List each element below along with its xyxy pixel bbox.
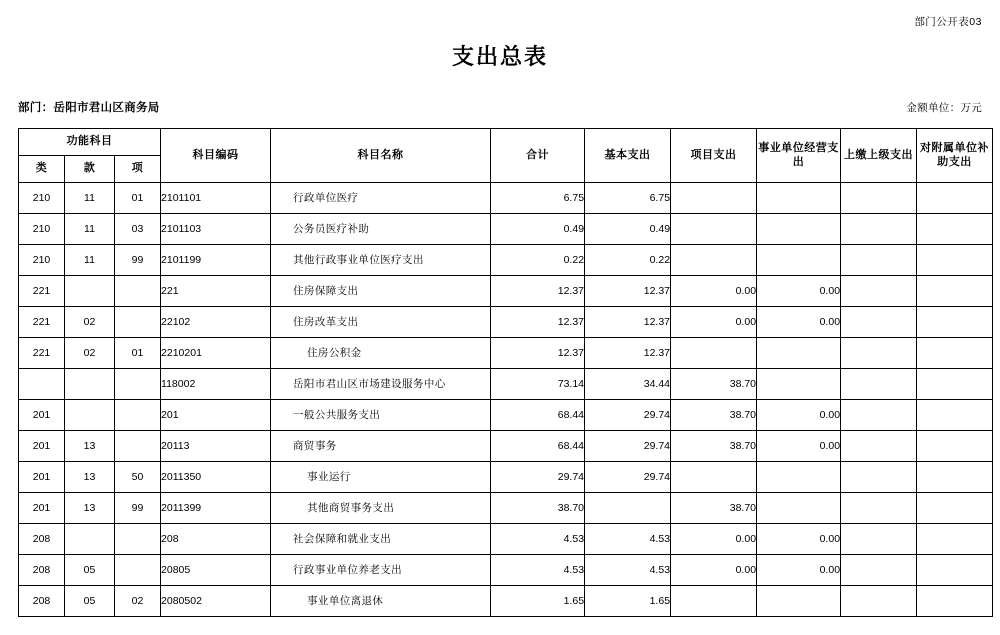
cell-business: 0.00 [757,400,841,431]
cell-basic: 34.44 [585,369,671,400]
cell-business [757,462,841,493]
cell-kuan: 02 [65,307,115,338]
cell-xiang: 99 [115,245,161,276]
cell-basic: 0.22 [585,245,671,276]
cell-upper [841,183,917,214]
cell-total: 68.44 [491,431,585,462]
cell-business [757,369,841,400]
header-subject-code: 科目编码 [161,129,271,183]
cell-subsidy [917,369,993,400]
cell-project: 38.70 [671,369,757,400]
cell-subsidy [917,493,993,524]
cell-project [671,183,757,214]
table-row [19,369,993,400]
cell-basic [585,493,671,524]
cell-kuan [65,400,115,431]
amount-unit-label: 金额单位：万元 [906,102,982,114]
cell-basic: 12.37 [585,338,671,369]
cell-subject-code: 221 [161,276,271,307]
cell-lei: 201 [19,493,65,524]
cell-business: 0.00 [757,524,841,555]
cell-basic: 29.74 [585,400,671,431]
cell-subject-code: 2101199 [161,245,271,276]
cell-upper [841,431,917,462]
cell-business [757,183,841,214]
header-project-expenditure: 项目支出 [671,129,757,183]
table-row [19,493,993,524]
cell-project [671,245,757,276]
cell-subject-code: 22102 [161,307,271,338]
header-business-expenditure: 事业单位经营支出 [757,129,841,183]
cell-basic: 6.75 [585,183,671,214]
cell-subject-name: 社会保障和就业支出 [271,524,491,555]
table-head [19,129,993,183]
cell-upper [841,369,917,400]
cell-subsidy [917,400,993,431]
header-lei: 类 [19,156,65,183]
header-kuan: 款 [65,156,115,183]
cell-subject-name: 公务员医疗补助 [271,214,491,245]
cell-total: 73.14 [491,369,585,400]
cell-subject-name: 行政单位医疗 [271,183,491,214]
cell-subject-code: 2080502 [161,586,271,617]
cell-upper [841,307,917,338]
cell-subject-name: 住房保障支出 [271,276,491,307]
cell-project: 0.00 [671,524,757,555]
cell-xiang [115,400,161,431]
cell-subject-code: 208 [161,524,271,555]
header-basic-expenditure: 基本支出 [585,129,671,183]
cell-subsidy [917,276,993,307]
table-row [19,183,993,214]
table-row [19,524,993,555]
table-row [19,214,993,245]
cell-upper [841,338,917,369]
cell-project: 0.00 [671,307,757,338]
table-row [19,245,993,276]
cell-xiang: 99 [115,493,161,524]
cell-lei [19,369,65,400]
cell-total: 12.37 [491,307,585,338]
cell-xiang: 50 [115,462,161,493]
cell-project: 38.70 [671,493,757,524]
cell-subject-code: 2101101 [161,183,271,214]
cell-subsidy [917,431,993,462]
header-total: 合计 [491,129,585,183]
cell-upper [841,524,917,555]
table-header-row-1 [19,129,993,156]
cell-project [671,586,757,617]
table-row [19,586,993,617]
cell-subject-name: 商贸事务 [271,431,491,462]
cell-lei: 210 [19,245,65,276]
cell-xiang [115,431,161,462]
cell-lei: 208 [19,555,65,586]
cell-project: 38.70 [671,431,757,462]
cell-subject-name: 其他商贸事务支出 [271,493,491,524]
cell-total: 4.53 [491,555,585,586]
cell-subject-name: 其他行政事业单位医疗支出 [271,245,491,276]
cell-subject-code: 2210201 [161,338,271,369]
cell-kuan: 13 [65,431,115,462]
cell-kuan [65,524,115,555]
cell-subject-name: 一般公共服务支出 [271,400,491,431]
cell-business: 0.00 [757,307,841,338]
cell-lei: 201 [19,431,65,462]
cell-kuan: 13 [65,493,115,524]
cell-basic: 12.37 [585,307,671,338]
cell-subject-name: 住房改革支出 [271,307,491,338]
cell-subject-code: 2011399 [161,493,271,524]
cell-basic: 12.37 [585,276,671,307]
cell-xiang [115,555,161,586]
cell-lei: 201 [19,462,65,493]
cell-upper [841,555,917,586]
cell-upper [841,586,917,617]
expenditure-table [18,128,993,617]
cell-subject-name: 事业单位离退休 [271,586,491,617]
cell-business [757,338,841,369]
cell-subsidy [917,462,993,493]
cell-business [757,214,841,245]
cell-lei: 210 [19,183,65,214]
cell-lei: 201 [19,400,65,431]
cell-basic: 4.53 [585,555,671,586]
cell-subsidy [917,555,993,586]
table-row [19,555,993,586]
header-upper-level-expenditure: 上缴上级支出 [841,129,917,183]
department-label: 部门：岳阳市君山区商务局 [18,102,160,114]
cell-lei: 208 [19,586,65,617]
cell-subject-name: 事业运行 [271,462,491,493]
cell-subject-code: 2101103 [161,214,271,245]
cell-xiang [115,307,161,338]
cell-basic: 4.53 [585,524,671,555]
cell-subsidy [917,214,993,245]
table-row [19,276,993,307]
cell-subsidy [917,183,993,214]
cell-business [757,245,841,276]
cell-lei: 208 [19,524,65,555]
cell-kuan [65,369,115,400]
cell-total: 38.70 [491,493,585,524]
cell-total: 1.65 [491,586,585,617]
table-body [19,183,993,617]
cell-upper [841,245,917,276]
header-subsidy-expenditure: 对附属单位补助支出 [917,129,993,183]
cell-xiang: 01 [115,183,161,214]
cell-project: 38.70 [671,400,757,431]
cell-subject-name: 行政事业单位养老支出 [271,555,491,586]
cell-xiang: 02 [115,586,161,617]
cell-subsidy [917,586,993,617]
cell-business: 0.00 [757,276,841,307]
cell-kuan: 11 [65,214,115,245]
cell-project: 0.00 [671,555,757,586]
cell-subject-code: 2011350 [161,462,271,493]
cell-subsidy [917,245,993,276]
cell-subsidy [917,338,993,369]
cell-upper [841,462,917,493]
cell-subsidy [917,524,993,555]
cell-business [757,493,841,524]
cell-business [757,586,841,617]
header-group-functional-subject: 功能科目 [19,129,161,156]
cell-lei: 210 [19,214,65,245]
cell-project [671,462,757,493]
cell-kuan: 11 [65,183,115,214]
cell-project [671,214,757,245]
cell-upper [841,214,917,245]
cell-total: 6.75 [491,183,585,214]
cell-subsidy [917,307,993,338]
cell-business: 0.00 [757,555,841,586]
cell-total: 12.37 [491,338,585,369]
header-subject-name: 科目名称 [271,129,491,183]
cell-subject-code: 20805 [161,555,271,586]
cell-total: 12.37 [491,276,585,307]
form-code: 部门公开表03 [914,16,982,28]
table-row [19,462,993,493]
cell-basic: 0.49 [585,214,671,245]
cell-xiang [115,369,161,400]
cell-kuan: 05 [65,586,115,617]
cell-upper [841,400,917,431]
table-row [19,307,993,338]
table-row [19,338,993,369]
cell-xiang [115,524,161,555]
cell-total: 29.74 [491,462,585,493]
cell-upper [841,493,917,524]
cell-basic: 29.74 [585,431,671,462]
cell-kuan: 11 [65,245,115,276]
table-row [19,400,993,431]
table-row [19,431,993,462]
cell-total: 0.22 [491,245,585,276]
cell-xiang: 03 [115,214,161,245]
cell-basic: 29.74 [585,462,671,493]
cell-xiang: 01 [115,338,161,369]
cell-business: 0.00 [757,431,841,462]
cell-lei: 221 [19,276,65,307]
cell-subject-code: 201 [161,400,271,431]
cell-total: 4.53 [491,524,585,555]
page-title: 支出总表 [451,44,548,69]
cell-lei: 221 [19,338,65,369]
cell-subject-code: 20113 [161,431,271,462]
cell-kuan [65,276,115,307]
cell-basic: 1.65 [585,586,671,617]
cell-subject-code: 118002 [161,369,271,400]
meta-row [18,71,982,117]
cell-kuan: 02 [65,338,115,369]
cell-kuan: 13 [65,462,115,493]
cell-total: 68.44 [491,400,585,431]
cell-upper [841,276,917,307]
cell-subject-name: 岳阳市君山区市场建设服务中心 [271,369,491,400]
cell-project [671,338,757,369]
cell-kuan: 05 [65,555,115,586]
cell-xiang [115,276,161,307]
cell-lei: 221 [19,307,65,338]
cell-total: 0.49 [491,214,585,245]
cell-project: 0.00 [671,276,757,307]
header-xiang: 项 [115,156,161,183]
cell-subject-name: 住房公积金 [271,338,491,369]
